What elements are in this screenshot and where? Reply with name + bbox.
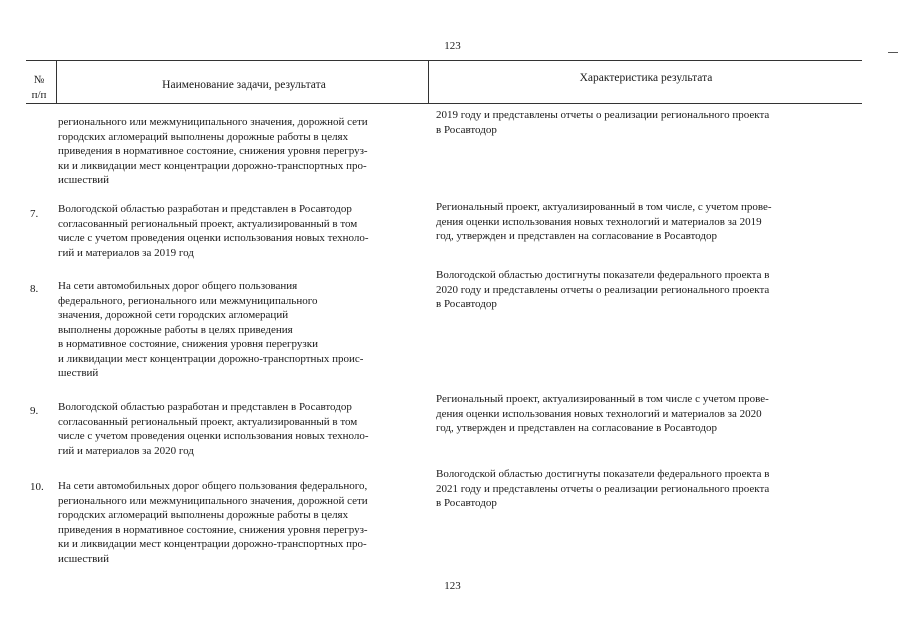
table-header-bottom-border [26, 103, 862, 104]
row-task: На сети автомобильных дорог общего пользования федерального, регионального или межмуниципального значения, дорожной сети городских агломераций выполнены дорожные работы в целях приведения в нормативное состояние, снижения уровня перегруз- ки и ликвидации мест концентрации дорожно-транспортных про- исшествий [58, 480, 368, 565]
row-number: 8. [30, 283, 39, 295]
header-number: № п/п [31, 74, 47, 101]
header-divider-1 [56, 60, 57, 103]
row-task: На сети автомобильных дорог общего пользования федерального, регионального или межмуниципального значения, дорожной сети городских агломераций выполнены дорожные работы в целях приведения в нормативное состояние, снижения уровня перегрузки и ликвидации мест концентрации дорожно-транспортных проис- шествий [58, 280, 364, 379]
row-number: 7. [30, 208, 39, 220]
table-top-border [26, 60, 862, 61]
page-number-bottom: 123 [444, 580, 461, 592]
row-characteristic: Вологодской областью достигнуты показатели федерального проекта в 2021 году и представлены отчеты о реализации регионального проекта в Росавтодор [436, 468, 770, 509]
row-number: 10. [30, 481, 44, 493]
header-characteristic: Характеристика результата [579, 72, 713, 84]
row-task-continuation: регионального или межмуниципального значения, дорожной сети городских агломераций выполнены дорожные работы в целях приведения в нормативное состояние, снижения уровня перегруз- ки и ликвидации мест концентрации дорожно-транспортных про- исшествий [58, 116, 368, 186]
row-characteristic: Региональный проект, актуализированный в том числе, с учетом прове- дения оценки использования новых технологий и материалов за 2019 год, утвержден и представлен на согласование в Росавтодор [436, 201, 772, 242]
page-number-top: 123 [444, 40, 461, 52]
header-divider-2 [428, 60, 429, 103]
row-characteristic: Региональный проект, актуализированный в том числе с учетом прове- дения оценки использования новых технологий и материалов за 2020 год, утвержден и представлен на согласование в Росавтодор [436, 393, 769, 434]
row-number: 9. [30, 405, 39, 417]
row-characteristic: Вологодской областью достигнуты показатели федерального проекта в 2020 году и представлены отчеты о реализации регионального проекта в Росавтодор [436, 269, 770, 310]
row-task: Вологодской областью разработан и представлен в Росавтодор согласованный региональный проект, актуализированный в том числе с учетом проведения оценки использования новых техноло- гий и материалов за 2019 год [58, 203, 369, 259]
header-task: Наименование задачи, результата [162, 79, 326, 91]
margin-dash [888, 52, 898, 53]
row-task: Вологодской областью разработан и представлен в Росавтодор согласованный региональный проект, актуализированный в том числе с учетом проведения оценки использования новых техноло- гий и материалов за 2020 год [58, 401, 369, 457]
row-characteristic-continuation: 2019 году и представлены отчеты о реализации регионального проекта в Росавтодор [436, 109, 770, 136]
